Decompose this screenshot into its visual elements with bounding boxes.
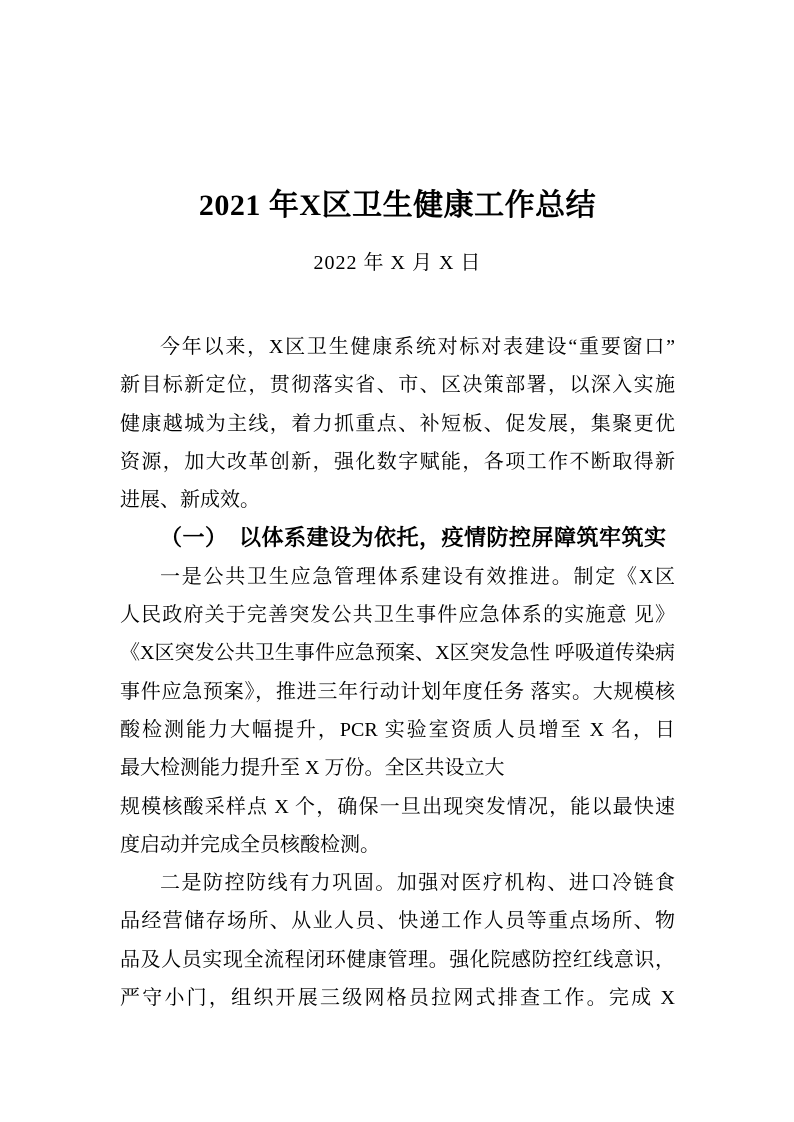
paragraph-line: 资源，加大改革创新，强化数字赋能，各项工作不断取得新 bbox=[120, 450, 675, 473]
paragraph-line: 进展、新成效。 bbox=[120, 489, 260, 512]
paragraph-line: 人民政府关于完善突发公共卫生事件应急体系的实施意 见》 bbox=[120, 604, 675, 627]
document-date: 2022 年 X 月 X 日 bbox=[313, 252, 482, 274]
paragraph-line: 事件应急预案》，推进三年行动计划年度任务 落实。大规模核 bbox=[120, 680, 675, 703]
paragraph-line: 一是公共卫生应急管理体系建设有效推进。制定《X区 bbox=[160, 565, 675, 588]
paragraph-line: 今年以来，X区卫生健康系统对标对表建设“重要窗口” bbox=[160, 336, 675, 358]
document-body bbox=[120, 328, 675, 1017]
paragraph-line: 度启动并完成全员核酸检测。 bbox=[120, 833, 380, 856]
section-heading: （一） 以体系建设为依托，疫情防控屏障筑牢筑实 bbox=[160, 525, 667, 551]
paragraph-line: 品及人员实现全流程闭环健康管理。强化院感防控红线意识， bbox=[120, 948, 675, 971]
paragraph-line: 严守小门，组织开展三级网格员拉网式排查工作。完成 X bbox=[120, 987, 675, 1010]
document-title: 2021 年X区卫生健康工作总结 bbox=[198, 189, 597, 222]
paragraph-line: 二是防控防线有力巩固。加强对医疗机构、进口冷链食 bbox=[160, 872, 675, 895]
paragraph-line: 健康越城为主线，着力抓重点、补短板、促发展，集聚更优 bbox=[120, 412, 675, 435]
paragraph-line: 新目标新定位，贯彻落实省、市、区决策部署，以深入实施 bbox=[120, 374, 675, 397]
paragraph-line: 《X区突发公共卫生事件应急预案、X区突发急性 呼吸道传染病 bbox=[120, 642, 675, 665]
paragraph-line: 品经营储存场所、从业人员、快递工作人员等重点场所、物 bbox=[120, 910, 675, 933]
paragraph-line: 规模核酸采样点 X 个，确保一旦出现突发情况，能以最快速 bbox=[120, 795, 675, 818]
paragraph-line: 酸检测能力大幅提升，PCR 实验室资质人员增至 X 名，日 bbox=[120, 718, 675, 741]
paragraph-line: 最大检测能力提升至 X 万份。全区共设立大 bbox=[120, 757, 505, 780]
